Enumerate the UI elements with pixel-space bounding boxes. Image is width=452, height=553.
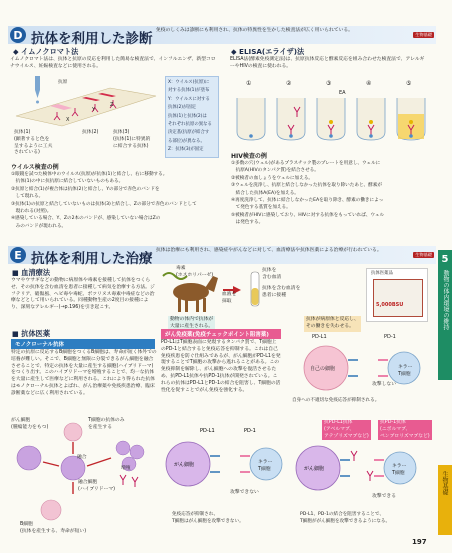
serum-fig-horse: 動物の体内で抗体が 大量に産生される。 (168, 316, 215, 332)
dropper (35, 76, 40, 104)
diagram-label-antigen: 抗原 (58, 80, 68, 85)
virus-item: 現われる(対照)。 (11, 209, 52, 215)
cancer-cell (17, 446, 41, 470)
diagram-label-x: X (66, 117, 70, 123)
pd1-receptors (378, 360, 388, 376)
left-tcell-label: キラー T細胞 (258, 460, 273, 472)
hiv-item: ③ウェルを洗浄し、抗原と結合しなかった抗体を取り除いたあと、酵素が (231, 183, 382, 189)
mono-heading: モノクローナル抗体 (11, 339, 155, 349)
diagram-label-y: Y (92, 107, 96, 113)
hyb-label-fuse: 融合 (77, 455, 87, 460)
virus-item: ①眼鏡を試つた検体中のウイルス(抗原)が抗体(1)と結合し、右に移動する。 (11, 172, 168, 177)
serum-heading-text: 血清療法 (21, 268, 51, 277)
virus-list (11, 171, 221, 230)
hiv-list (231, 160, 431, 227)
hiv-item: て発色する基質を加える。 (231, 205, 291, 211)
elisa-antigens (249, 134, 413, 138)
serum-fig-note: 抗体が病原体と反応し、 その働きを失わせる。 (304, 316, 361, 332)
right-pdl1 (340, 460, 350, 476)
pdl1-receptors (348, 360, 358, 376)
antibody-drug-photo (366, 268, 428, 322)
immunochrom-key-box (165, 76, 219, 158)
key-item: 決定基(抗原が結合す (168, 130, 210, 136)
hiv-item: 抗原A(HIVのタンパク質)を結合させる。 (231, 168, 319, 174)
serum-fig-arrow1: 血液を 採取 (222, 292, 237, 304)
right-tcell-label: キラー T細胞 (392, 464, 407, 476)
hiv-heading: HIV検査の例 (231, 153, 267, 160)
virus-item: ③抗体(1)の抗原と結合していないものは抗体(3)と結合し、Zの部分で赤色のバンドとして (11, 201, 197, 207)
elisa-number-labels (246, 80, 411, 87)
virus-item: ②抗原と結合(1)が複合体は抗体(2)と結合し、Yの部分で赤色のバンドを (11, 186, 160, 192)
vial-caption: 抗体医薬品 (371, 271, 393, 276)
label-ab2: 抗体(2) (82, 130, 99, 135)
label-ab1: 抗体(1) (顕著すると色を 呈するように工夫 されている) (14, 130, 53, 156)
section-d-tag: 生物基礎 (415, 32, 432, 37)
elisa-heading: ◆ ELISA(エライザ)法 (231, 47, 305, 56)
vial-brand: 5,000BSU (376, 302, 404, 308)
diagram-label-z: Z (110, 102, 114, 108)
elisa-heading-text: ELISA(エライザ)法 (239, 47, 305, 56)
attack-none-label: 攻撃しない (372, 382, 396, 387)
immunochrom-text: イムノクロマト法は、抗体と抗原の反応を利用した簡易な検査法で、インフルエンザ、新型コロナウイルス、妊娠検査などに使用される。 (10, 57, 216, 69)
sidebar-chapter-title: 動物の体内環境の維持 (442, 270, 449, 330)
left-pdl1 (210, 456, 220, 472)
sidebar-tab (438, 250, 452, 380)
left-pdl1-label: PD-L1 (200, 428, 215, 434)
left-cancer-label: がん細胞 (174, 462, 195, 468)
hiv-item: ①多数の穴(ウェル)があるプラスチック製のプレートを用意し、ウェルに (231, 161, 381, 166)
b-cell (64, 423, 82, 441)
sidebar-bottom-tab (438, 465, 452, 535)
antibody-med-heading: ■ 抗体医薬 (12, 329, 51, 338)
right-attack-label: 攻撃できる (372, 494, 396, 499)
svg-text:①: ① (246, 80, 252, 87)
key-item: 抗体(1)と抗体(2)は (168, 113, 207, 119)
left-caption: 免疫応答が抑制され、 T細胞はがん細胞を攻撃できない。 (172, 512, 244, 524)
key-item: それぞれ抗原の異なる (168, 122, 212, 128)
b-cell-bottom (41, 500, 61, 520)
section-e-intro: 抗体は治療にも利用され、感染症やがんなどに対して、血清療法や抗体医薬による治療が行われている。 (156, 248, 382, 253)
immunochrom-key-list (166, 77, 218, 157)
elisa-diagram (231, 76, 427, 146)
hyb-label-bcell: T細胞の抗体のみ を産生する (88, 418, 125, 430)
hybridoma-diagram (11, 418, 153, 528)
antibody-outputs (120, 475, 138, 487)
killer-t-label-top: キラー T細胞 (398, 365, 413, 377)
hiv-item: 結合した抗体A(EA)を加える。 (231, 190, 299, 196)
virus-item: みのバンドが現われる。 (11, 223, 67, 229)
horse-icon (173, 276, 218, 312)
section-e-badge: E (10, 247, 26, 263)
serum-heading: ■ 血清療法 (12, 268, 51, 277)
right-pd1 (374, 460, 384, 476)
right-drug2: 抗PD-1抗体 (ニボルマブ、 ペンブロリズマブなど) (380, 420, 430, 439)
checkpoint-heading: がん免疫薬(免疫チェックポイント阻害薬) (161, 329, 281, 339)
key-item: 抗体(2)が固定 (168, 105, 197, 111)
key-item: Z：抗体(3)が固定 (168, 147, 204, 153)
sidebar-bottom-label: 生物基礎 (441, 471, 448, 495)
section-d-title: 抗体を利用した診断 (31, 31, 153, 47)
svg-text:④: ④ (366, 80, 372, 87)
left-pd1-label: PD-1 (244, 428, 256, 434)
hiv-item: は発色する。 (231, 220, 264, 226)
page-number: 197 (412, 538, 427, 546)
virus-item: 抗体(1)の中に抗抗原に結合していないものもある。 (11, 179, 124, 185)
section-d-badge: D (10, 27, 26, 43)
blocking-antibodies (351, 451, 373, 481)
mono-text: 特定の抗原に反応するB細胞をつくるB細胞は、寿命が短く体外での培養が難しい。そこで、B細胞と無限に分裂できるがん細胞を融合させることで、特定の抗体を大量に産生する細胞(ハイブリドーマ)をつくり出す。このハイブリドーマを増殖することで、均一な抗体を大量に産生して医療などに利用される。これにより得られた抗体はモノクローナル抗体とよばれ、がん治療薬や免疫疾患治療、臨床診断薬などに広く利用されている。 (11, 350, 157, 396)
section-e-tag: 生物基礎 (415, 252, 432, 257)
hiv-item: ⑤被検者がHIVに感染しており、HIVに対する抗体をもっていれば、ウェル (231, 212, 385, 218)
top-label-pd1: PD-1 (384, 334, 396, 340)
hyb-label-hybrid: 融合細胞 (ハイブリドーマ) (78, 480, 115, 492)
svg-text:⑤: ⑤ (406, 80, 412, 87)
hiv-item: ④再度洗浄して、抗体に結合しなかったEAを取り除き、酵素の働きによっ (231, 198, 384, 204)
serum-fig-toxin: 毒素 (ホスホリパーゼ) (176, 266, 214, 278)
serum-fig-result: 抗体を含む血清を 患者に接種 (262, 286, 301, 298)
antibody-med-heading-text: 抗体医薬 (21, 329, 51, 338)
section-d-intro: 免疫のしくみは診断にも利用され、抗体の特異性を生かした検査法が広く用いられている。 (156, 28, 353, 33)
virus-item: して現れる。 (11, 194, 44, 200)
right-caption: PD-L1、PD-1の結合を阻害することで、 T細胞ががん細胞を攻撃できるようになる。 (300, 512, 391, 524)
serum-text: ウマやウサギなどの動物に病原体や毒素を接種して抗体をつくらせ、その抗体を含む血清を患者に接種して病気を治療する方法。ジフテリア、破傷風、ヘビ毒や毒蛇、ボツリヌス毒素中毒症などの治療などとして用いられている。同種動物生産の2度目の接種により、深刻なアレルギー(→p.196)を引き起こす。 (11, 278, 155, 311)
svg-text:②: ② (286, 80, 292, 87)
hyb-label-grow: 増殖 (121, 466, 131, 471)
left-pd1 (240, 456, 250, 472)
immunochrom-heading-text: イムノクロマト法 (21, 47, 79, 56)
top-label-pdl1: PD-L1 (312, 334, 327, 340)
left-attack-label: 攻撃できない (230, 490, 259, 495)
elisa-ea-label: EA (339, 90, 346, 96)
svg-text:③: ③ (326, 80, 332, 87)
self-cell-label: 自己の細胞 (310, 366, 336, 372)
section-e-header (8, 246, 436, 267)
checkpoint-note-1: 自身への不適切な免疫応答が抑制される。 (292, 398, 380, 403)
label-ab3: 抗体(3) (抗体(1)に特異的 に結合する抗体) (113, 130, 151, 149)
elisa-antibodies (288, 107, 414, 135)
key-item: Y：ウイルスに対する (168, 96, 210, 102)
vial-box (373, 279, 423, 317)
section-e-title: 抗体を利用した治療 (31, 251, 153, 267)
right-drug1: 抗PD-L1抗体 (アベルマブ、 アテゾリズマブなど) (324, 420, 369, 439)
immunochrom-heading: ◆ イムノクロマト法 (13, 47, 79, 56)
serum-fig-tube: 抗体を 含む血清 (262, 268, 282, 280)
checkpoint-text: PD-L1はT細胞表面に発現するタンパク質で、T細胞上のPD-1と結合すると免疫応答を抑制する。これは自己免疫疾患を防ぐ仕組みであるが、がん細胞がPD-L1を発現することでT細胞の攻撃から逃れることがある。この免疫抑制を解除し、がん細胞への攻撃を復活させるため、抗PD-L1抗体や抗PD-1抗体が開発されている。これらの抗体はPD-L1とPD-1の結合を阻害し、T細胞の活性化を促すことでがん免疫を強化する。 (161, 340, 281, 393)
right-cancer-label: がん細胞 (304, 466, 325, 472)
hyb-label-mab: B細胞 (抗体を産生する、寿命が短い) (20, 522, 87, 534)
hyb-label-cancer: がん細胞 (腫瘍能力をもつ) (11, 418, 49, 430)
sidebar-chapter-number: 5 (441, 254, 449, 265)
section-d-header (8, 26, 436, 47)
virus-item: ④感染している場合、Y、Zの2本のバンドが、感染していない場合はZの (11, 216, 161, 222)
key-item: X：ウイルス(抗原)に (168, 80, 210, 85)
hiv-item: ②被検者の血しょうをウェルに加える。 (231, 175, 314, 181)
key-item: る部位)が異なる。 (168, 138, 205, 144)
elisa-text: ELISA法(酵素免疫測定法)は、抗原抗体反応と酵素反応を組み合わせた検査法で、アレルギーやHIVの検査に使われる。 (230, 57, 425, 69)
test-tube-icon (251, 272, 259, 306)
virus-heading: ウイルス検査の例 (11, 164, 59, 171)
key-item: 対する抗体(1)が塗布 (168, 88, 210, 94)
